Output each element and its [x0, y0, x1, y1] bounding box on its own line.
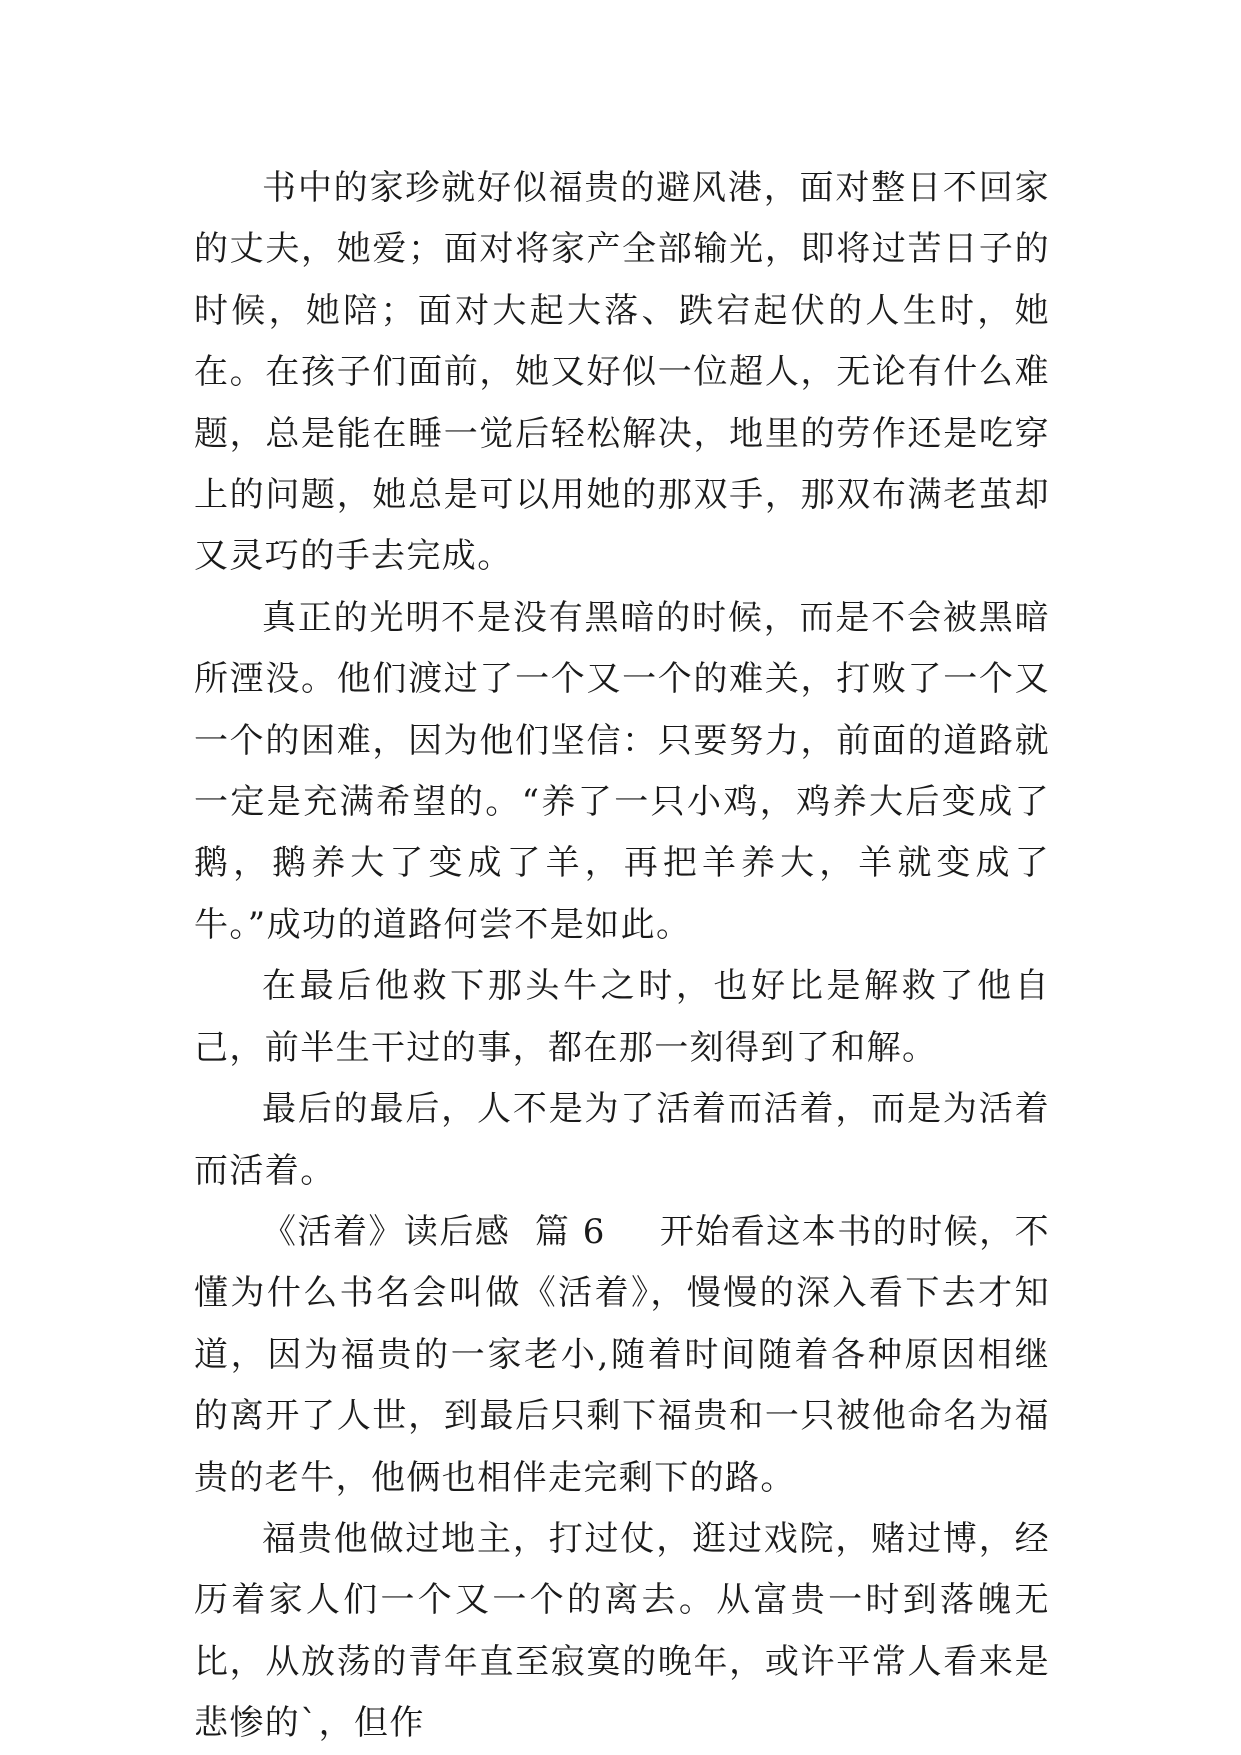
paragraph-jiazhen: 书中的家珍就好似福贵的避风港，面对整日不回家的丈夫，她爱；面对将家产全部输光，即将过苦日子的时候，她陪；面对大起大落、跌宕起伏的人生时，她在。在孩子们面前，她又好似一位超人，无论有什么难题，总是能在睡一觉后轻松解决，地里的劳作还是吃穿上的问题，她总是可以用她的那双手，那双布满老茧却又灵巧的手去完成。 — [194, 168, 1050, 577]
section-paragraph — [194, 1202, 1050, 1509]
paragraph-fugui-life: 福贵他做过地主，打过仗，逛过戏院，赌过博，经历着家人们一个又一个的离去。从富贵一时到落魄无比，从放荡的青年直至寂寞的晚年，或许平常人看来是悲惨的`，但作 — [194, 1518, 1050, 1744]
paragraph-living: 最后的最后，人不是为了活着而活着，而是为活着而活着。 — [194, 1089, 1050, 1191]
paragraph-light-darkness: 真正的光明不是没有黑暗的时候，而是不会被黑暗所湮没。他们渡过了一个又一个的难关，打败了一个又一个的困难，因为他们坚信：只要努力，前面的道路就一定是充满希望的。“养了一只小鸡，鸡养大后变成了鹅，鹅养大了变成了羊，再把羊养大，羊就变成了牛。”成功的道路何尝不是如此。 — [194, 597, 1050, 945]
section-heading: 《活着》读后感 篇 6 — [262, 1211, 606, 1252]
document-body — [194, 158, 1050, 1755]
section-text: 开始看这本书的时候，不懂为什么书名会叫做《活着》，慢慢的深入看下去才知道，因为福贵的一家老小,随着时间随着各种原因相继的离开了人世，到最后只剩下福贵和一只被他命名为福贵的老牛，他俩也相伴走完剩下的路。 — [194, 1211, 1051, 1498]
paragraph-saving-ox: 在最后他救下那头牛之时，也好比是解救了他自己，前半生干过的事，都在那一刻得到了和解。 — [194, 966, 1050, 1068]
